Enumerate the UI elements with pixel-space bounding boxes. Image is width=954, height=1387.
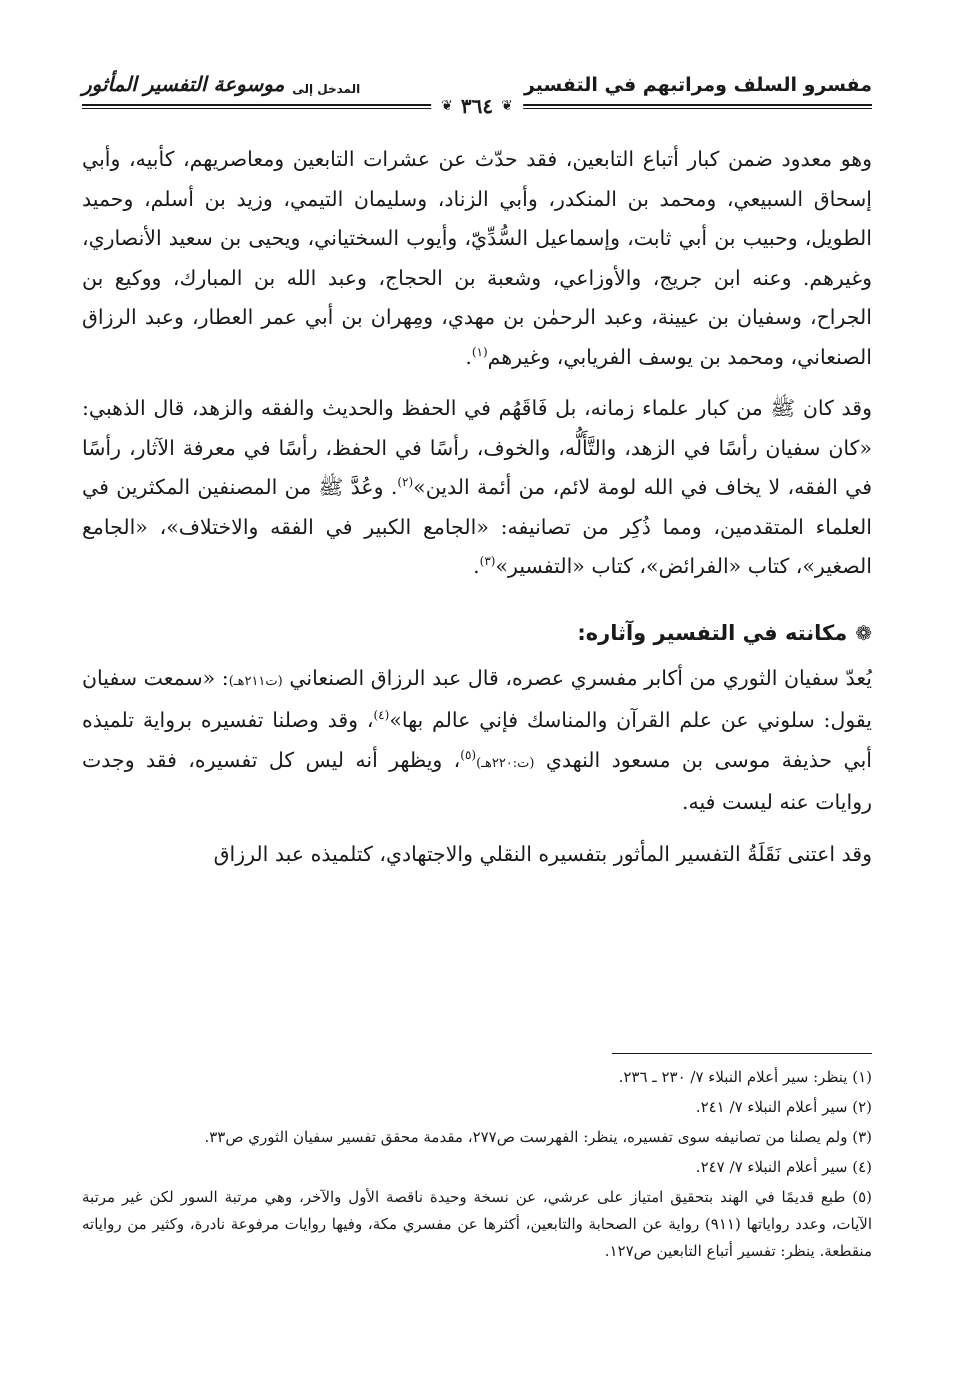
ornament-right-icon: ❦ (501, 98, 513, 114)
book-logo-text: موسوعة التفسير المأثور (82, 72, 285, 96)
running-title: مفسرو السلف ومراتبهم في التفسير (523, 74, 872, 96)
paragraph-1-end: . (465, 344, 472, 369)
footnote-2: (٢) سير أعلام النبلاء ٧/ ٢٤١. (695, 1098, 872, 1116)
ornament-left-icon: ❦ (441, 98, 453, 114)
main-text (82, 140, 872, 874)
paragraph-1-text: وهو معدود ضمن كبار أتباع التابعين، فقد حدّث عن عشرات التابعين ومعاصريهم، كأبيه، وأبي إسحاق السبيعي، ومحمد بن المنكدر، وأبي الزناد، وسليمان التيمي، وزيد بن أسلم، وحميد الطويل، وحبيب بن أبي ثابت، وإسماعيل السُّدِّيّ، وأيوب السختياني، ويحيى بن سعيد الأنصاري، وغيرهم. وعنه ابن جريج، والأوزاعي، وشعبة بن الحجاج، وعبد الله بن المبارك، ووكيع بن الجراح، وسفيان بن عيينة، وعبد الرحمٰن بن مهدي، ومِهران بن أبي عمر العطار، وعبد الرزاق الصنعاني، ومحمد بن يوسف الفريابي، وغيرهم (82, 147, 872, 369)
paragraph-2 (82, 389, 872, 587)
header-rule (82, 94, 872, 120)
paragraph-3b-text: : «سمعت سفيان يقول: سلوني عن علم القرآن والمناسك فإني عالم بها» (82, 665, 873, 732)
flower-icon: ❁ (855, 620, 872, 645)
paragraph-2b-text: . وعُدَّ ﷺ من المصنفين المكثرين في العلماء المتقدمين، ومما ذُكِر من تصانيفه: «الجامع الكبير في الفقه والاختلاف»، «الجامع الصغير»، كتاب «الفرائض»، كتاب «التفسير» (82, 475, 872, 578)
section-heading (82, 621, 872, 645)
paragraph-3 (82, 659, 872, 823)
footnote-4: (٤) سير أعلام النبلاء ٧/ ٢٤٧. (695, 1158, 872, 1176)
page-header (82, 60, 872, 96)
paragraph-3c-text: ، وقد وصلنا تفسيره برواية تلميذه أبي حذيفة موسى بن مسعود النهدي (82, 708, 872, 772)
footnotes (82, 1064, 872, 1268)
paragraph-1 (82, 140, 872, 377)
footnote-ref-2: (٢) (397, 475, 414, 490)
paragraph-2a-text: وقد كان ﷺ من كبار علماء زمانه، بل فَاقَهُم في الحفظ والحديث والفقه والزهد، قال الذهبي: «كان سفيان رأسًا في الزهد، والتَّأَلُّه، والخوف، رأسًا في الحفظ، رأسًا في معرفة الآثار، رأسًا في الفقه، لا يخاف في الله لومة لائم، من أئمة الدين» (82, 396, 873, 499)
footnote-5: (٥) طبع قديمًا في الهند بتحقيق امتياز على عرشي، عن نسخة وحيدة ناقصة الأول والآخر، وهي مرتبة السور لكن غير مرتبة الآيات، وعدد رواياتها (٩١١) رواية عن الصحابة والتابعين، أكثرها عن مفسري مكة، وفيها روايات مرفوعة نادرة، وكثير من رواياته منقطعة. ينظر: تفسير أتباع التابعين ص١٢٧. (82, 1188, 872, 1260)
death-date-2: (ت:٢٢٠هـ) (476, 755, 535, 771)
paragraph-3a-text: يُعدّ سفيان الثوري من أكابر مفسري عصره، قال عبد الرزاق الصنعاني (289, 665, 872, 690)
paragraph-4 (82, 835, 872, 875)
page-number: ٣٦٤ (460, 94, 494, 118)
footnote-3: (٣) ولم يصلنا من تصانيفه سوى تفسيره، ينظر: الفهرست ص٢٧٧، مقدمة محقق تفسير سفيان الثوري ص٣٣. (204, 1128, 872, 1146)
footnote-ref-3: (٣) (479, 554, 496, 569)
book-intro-label: المدخل إلى (292, 82, 361, 96)
section-heading-text: مكانته في التفسير وآثاره: (577, 620, 848, 645)
paragraph-3d-text: ، ويظهر أنه ليس كل تفسيره، فقد وجدت روايات عنه ليست فيه. (82, 747, 872, 814)
footnote-1: (١) ينظر: سير أعلام النبلاء ٧/ ٢٣٠ ـ ٢٣٦. (618, 1068, 872, 1086)
footnote-ref-4: (٤) (373, 708, 390, 723)
death-date-1: (ت٢١١هـ) (228, 673, 283, 689)
footnote-ref-1: (١) (471, 344, 488, 359)
footnote-ref-5: (٥) (460, 747, 477, 762)
paragraph-2-end: . (473, 554, 480, 578)
book-logo (82, 72, 360, 96)
page-number-block (431, 94, 523, 118)
paragraph-4-text: وقد اعتنى نَقَلَةُ التفسير المأثور بتفسيره النقلي والاجتهادي، كتلميذه عبد الرزاق (213, 841, 872, 866)
footnote-separator (612, 1053, 872, 1054)
